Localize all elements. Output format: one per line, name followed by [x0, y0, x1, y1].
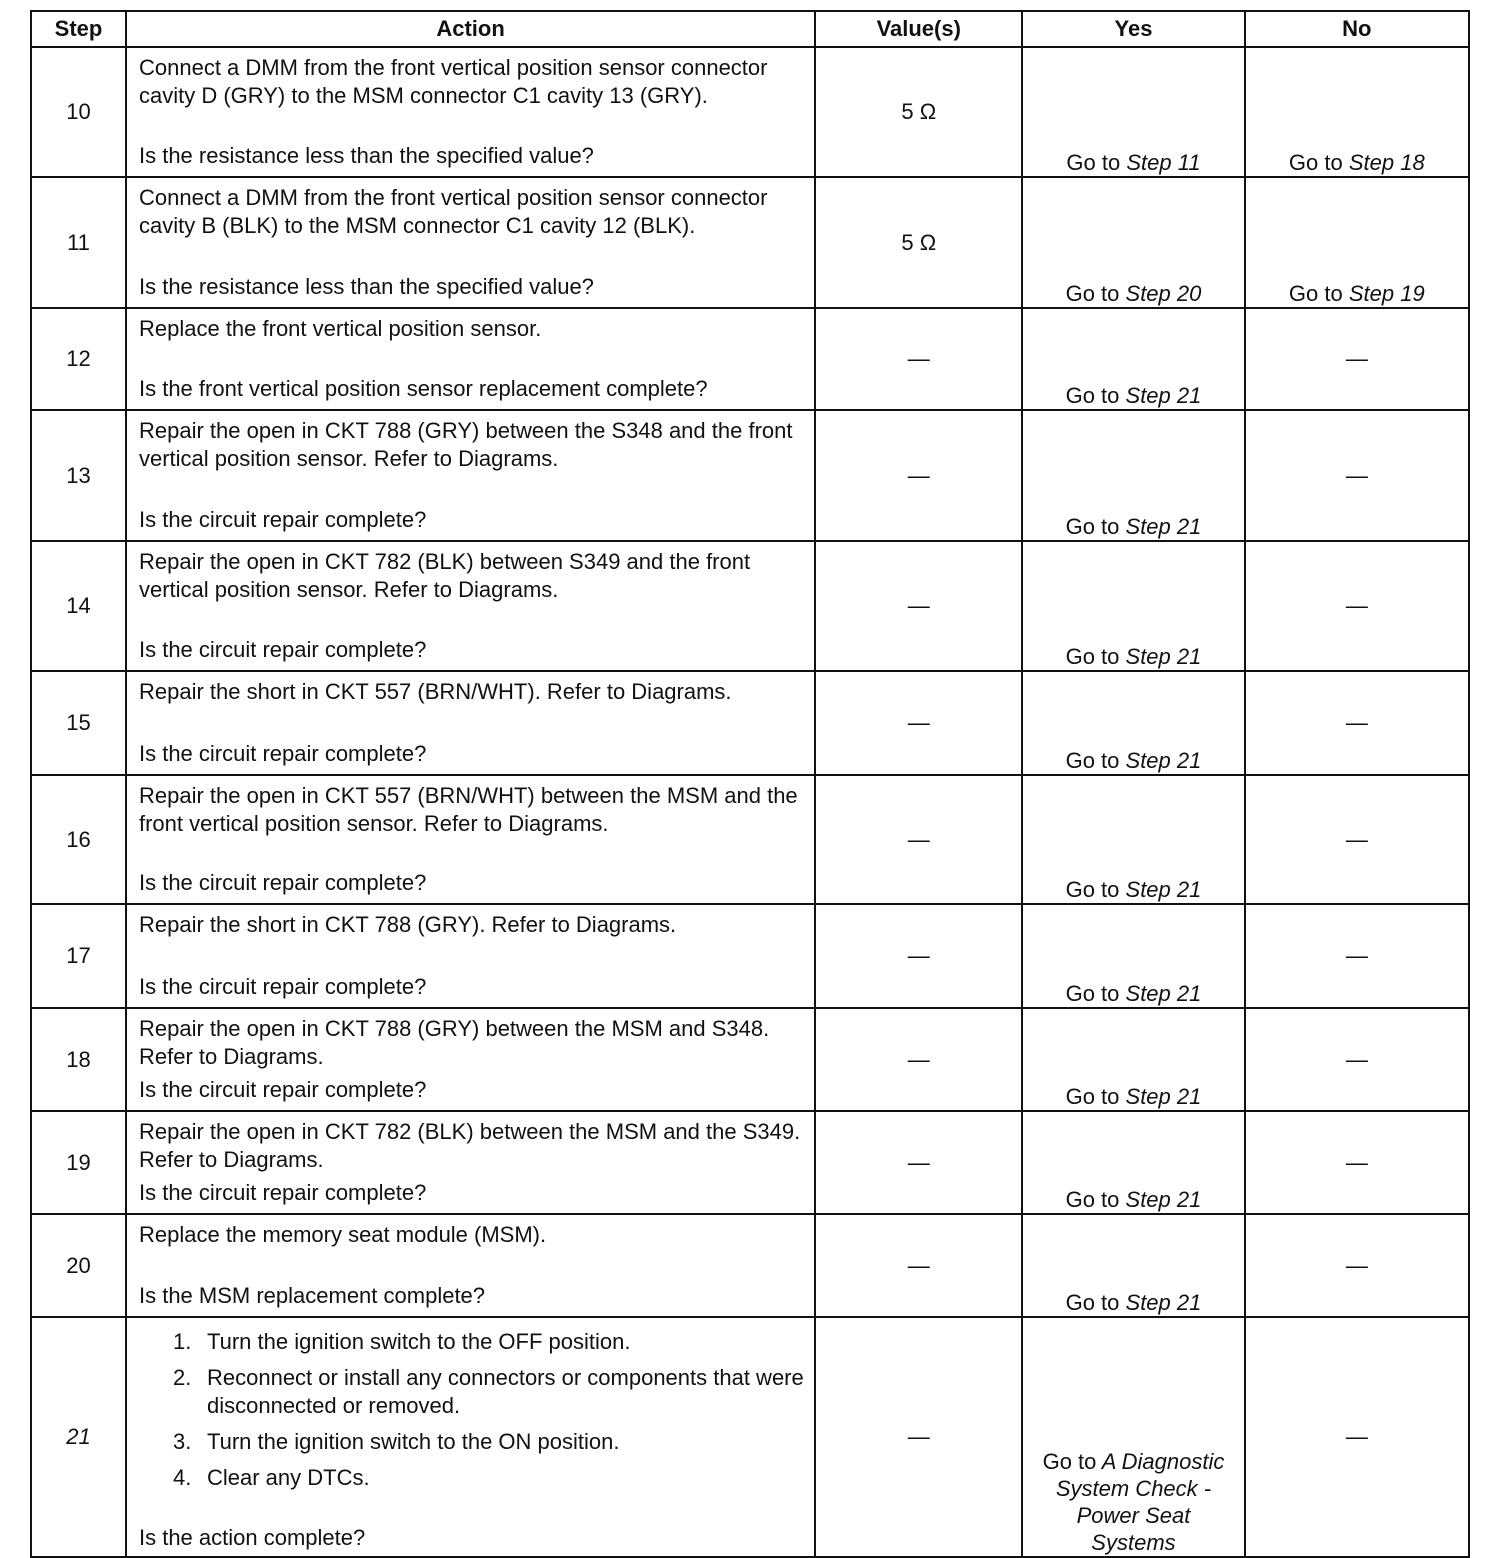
list-item [173, 1364, 804, 1420]
step-word: Step [1348, 150, 1395, 175]
step-number: 11 [31, 177, 126, 308]
header-values: Value(s) [815, 11, 1022, 47]
table-row [31, 1111, 1469, 1214]
action-text: Repair the short in CKT 557 (BRN/WHT). Refer to Diagrams. [138, 679, 732, 704]
yes-cell [1022, 1317, 1244, 1557]
action-wrap [127, 1009, 814, 1108]
no-cell: — [1245, 410, 1469, 541]
no-step-link[interactable] [1349, 150, 1425, 175]
diagnostic-table [30, 10, 1470, 1558]
yes-step-link[interactable] [1126, 644, 1202, 669]
step-word: Step [1125, 514, 1171, 539]
list-number: 3. [172, 1429, 192, 1454]
yes-step-link[interactable] [1126, 1187, 1202, 1212]
step-number: 18 [31, 1008, 126, 1111]
table-row [31, 47, 1469, 177]
value-cell: — [815, 1111, 1022, 1214]
yes-cell [1022, 541, 1244, 671]
yes-step-number: 20 [1176, 281, 1202, 306]
action-text: Repair the open in CKT 788 (GRY) between the MSM and S348. Refer to Diagrams. [138, 1016, 770, 1069]
step-number: 15 [31, 671, 126, 775]
list-item [173, 1328, 804, 1356]
table-row [31, 1008, 1469, 1111]
step-number: 19 [31, 1111, 126, 1214]
table-row [31, 177, 1469, 308]
action-cell [126, 410, 815, 541]
value-cell: — [815, 904, 1022, 1008]
action-wrap [127, 178, 814, 305]
table-row-final [31, 1317, 1469, 1557]
header-row [31, 11, 1469, 47]
go-to-label: Go to [1065, 981, 1120, 1006]
action-wrap [127, 542, 814, 668]
yes-cell [1022, 775, 1244, 904]
action-cell [126, 47, 815, 177]
value-cell: 5 Ω [815, 47, 1022, 177]
action-text: Replace the front vertical position sensor. [138, 316, 542, 341]
go-to-label: Go to [1288, 281, 1343, 306]
yes-step-number: 21 [1176, 383, 1202, 408]
table-row [31, 410, 1469, 541]
value-cell: — [815, 1317, 1022, 1557]
action-cell [126, 904, 815, 1008]
no-cell [1245, 177, 1469, 308]
table-row [31, 904, 1469, 1008]
action-wrap [127, 672, 814, 772]
step-word: Step [1125, 1187, 1171, 1212]
go-to-label: Go to [1065, 1290, 1120, 1315]
yes-cell [1022, 1008, 1244, 1111]
yes-cell [1022, 410, 1244, 541]
yes-step-number: 21 [1176, 1290, 1202, 1315]
table-row [31, 308, 1469, 410]
action-cell [126, 671, 815, 775]
yes-step-link[interactable] [1126, 877, 1202, 902]
value-cell: — [815, 671, 1022, 775]
header-no: No [1245, 11, 1469, 47]
action-cell [126, 541, 815, 671]
step-word: Step [1348, 281, 1395, 306]
action-wrap [127, 411, 814, 538]
list-number: 4. [172, 1465, 192, 1490]
action-question: Is the circuit repair complete? [138, 1180, 427, 1205]
yes-step-number: 21 [1176, 514, 1202, 539]
yes-step-link[interactable] [1126, 514, 1202, 539]
action-wrap [127, 1112, 814, 1211]
action-text: Repair the short in CKT 788 (GRY). Refer to Diagrams. [138, 912, 677, 937]
action-cell [126, 308, 815, 410]
step-word: Step [1125, 281, 1171, 306]
yes-step-link[interactable] [1126, 150, 1200, 175]
yes-step-number: 21 [1176, 644, 1202, 669]
no-cell: — [1245, 1008, 1469, 1111]
action-text: Connect a DMM from the front vertical position sensor connector cavity D (GRY) to the MSM connector C1 cavity 13 (GRY). [138, 55, 768, 108]
table-row [31, 1214, 1469, 1317]
go-to-label: Go to [1065, 748, 1120, 773]
step-word: Step [1125, 1084, 1171, 1109]
value-cell: — [815, 775, 1022, 904]
yes-step-number: 21 [1176, 748, 1202, 773]
list-item [173, 1428, 804, 1456]
action-question: Is the circuit repair complete? [138, 974, 427, 999]
step-number: 14 [31, 541, 126, 671]
step-number: 10 [31, 47, 126, 177]
list-number: 2. [172, 1365, 192, 1390]
yes-cell [1022, 177, 1244, 308]
step-number: 20 [31, 1214, 126, 1317]
yes-step-link[interactable] [1126, 1084, 1202, 1109]
action-wrap [127, 309, 814, 407]
no-cell: — [1245, 671, 1469, 775]
yes-cell [1022, 47, 1244, 177]
action-question: Is the circuit repair complete? [138, 870, 427, 895]
step-word: Step [1125, 644, 1171, 669]
no-cell: — [1245, 904, 1469, 1008]
action-wrap [127, 776, 814, 901]
step-word: Step [1126, 150, 1172, 175]
list-text: Clear any DTCs. [206, 1465, 370, 1490]
header-yes: Yes [1022, 11, 1244, 47]
action-question: Is the circuit repair complete? [138, 507, 427, 532]
action-text: Repair the open in CKT 782 (BLK) between the MSM and the S349. Refer to Diagrams. [138, 1119, 801, 1172]
yes-cell [1022, 904, 1244, 1008]
header-step: Step [31, 11, 126, 47]
yes-step-number: 11 [1177, 150, 1201, 175]
no-cell [1245, 47, 1469, 177]
action-question: Is the action complete? [138, 1525, 366, 1550]
action-question: Is the circuit repair complete? [138, 637, 427, 662]
no-step-number: 18 [1400, 150, 1425, 175]
value-cell: — [815, 1214, 1022, 1317]
header-action: Action [126, 11, 815, 47]
go-to-label: Go to [1065, 644, 1120, 669]
action-text: Connect a DMM from the front vertical position sensor connector cavity B (BLK) to the MSM connector C1 cavity 12 (BLK). [138, 185, 768, 238]
no-cell: — [1245, 541, 1469, 671]
action-cell [126, 1214, 815, 1317]
action-cell [126, 775, 815, 904]
table-row [31, 671, 1469, 775]
step-word: Step [1125, 383, 1171, 408]
list-item [173, 1464, 804, 1492]
no-cell: — [1245, 1317, 1469, 1557]
step-number: 17 [31, 904, 126, 1008]
no-step-number: 19 [1400, 281, 1425, 306]
yes-cell [1022, 1214, 1244, 1317]
action-text: Repair the open in CKT 557 (BRN/WHT) between the MSM and the front vertical position sensor. Refer to Diagrams. [138, 783, 798, 836]
yes-step-number: 21 [1176, 1187, 1202, 1212]
yes-step-link[interactable] [1126, 383, 1202, 408]
action-question: Is the circuit repair complete? [138, 1077, 427, 1102]
no-cell: — [1245, 1111, 1469, 1214]
yes-cell [1022, 308, 1244, 410]
step-number: 16 [31, 775, 126, 904]
action-text: Repair the open in CKT 782 (BLK) between S349 and the front vertical position sensor. Refer to Diagrams. [138, 549, 751, 602]
yes-step-link[interactable] [1126, 1290, 1202, 1315]
yes-step-link[interactable] [1126, 748, 1202, 773]
go-to-label: Go to [1065, 1187, 1120, 1212]
action-cell [126, 177, 815, 308]
no-cell: — [1245, 1214, 1469, 1317]
value-cell: 5 Ω [815, 177, 1022, 308]
no-cell: — [1245, 308, 1469, 410]
step-word: Step [1125, 1290, 1171, 1315]
value-cell: — [815, 308, 1022, 410]
step-number: 12 [31, 308, 126, 410]
action-wrap [127, 48, 814, 174]
step-word: Step [1125, 877, 1171, 902]
table-row [31, 775, 1469, 904]
yes-cell [1022, 1111, 1244, 1214]
no-step-link[interactable] [1349, 281, 1425, 306]
no-cell: — [1245, 775, 1469, 904]
go-to-label: Go to [1065, 383, 1120, 408]
step-word: Step [1125, 981, 1171, 1006]
value-cell: — [815, 410, 1022, 541]
action-question: Is the MSM replacement complete? [138, 1283, 486, 1308]
yes-block [1038, 1448, 1228, 1556]
list-text: Turn the ignition switch to the OFF position. [206, 1329, 631, 1354]
list-text: Reconnect or install any connectors or components that were disconnected or removed. [206, 1365, 804, 1418]
go-to-label: Go to [1288, 150, 1343, 175]
list-text: Turn the ignition switch to the ON position. [206, 1429, 620, 1454]
action-question: Is the resistance less than the specified value? [138, 274, 594, 299]
action-question: Is the circuit repair complete? [138, 741, 427, 766]
action-question: Is the front vertical position sensor replacement complete? [138, 376, 708, 401]
step-number: 13 [31, 410, 126, 541]
go-to-label: Go to [1065, 281, 1120, 306]
yes-step-number: 21 [1176, 877, 1202, 902]
list-number: 1. [172, 1329, 192, 1354]
step-number: 21 [31, 1317, 126, 1557]
value-cell: — [815, 541, 1022, 671]
go-to-label: Go to [1066, 150, 1121, 175]
action-wrap [127, 1215, 814, 1314]
go-to-label: Go to [1065, 514, 1120, 539]
diagnostic-system-check-link[interactable]: A Diagnostic System Check - Power Seat Systems [1055, 1449, 1225, 1555]
action-wrap [127, 1318, 814, 1556]
yes-step-link[interactable] [1126, 281, 1202, 306]
action-cell [126, 1111, 815, 1214]
action-cell [126, 1317, 815, 1557]
go-to-label: Go to [1065, 1084, 1120, 1109]
action-text: Replace the memory seat module (MSM). [138, 1222, 547, 1247]
yes-step-link[interactable] [1126, 981, 1202, 1006]
yes-step-number: 21 [1176, 1084, 1202, 1109]
go-to-label: Go to [1042, 1449, 1097, 1474]
table-row [31, 541, 1469, 671]
value-cell: — [815, 1008, 1022, 1111]
yes-cell [1022, 671, 1244, 775]
yes-step-number: 21 [1176, 981, 1202, 1006]
action-text: Repair the open in CKT 788 (GRY) between the S348 and the front vertical position sensor. Refer to Diagrams. [138, 418, 793, 471]
step-word: Step [1125, 748, 1171, 773]
action-question: Is the resistance less than the specified value? [138, 143, 594, 168]
action-cell [126, 1008, 815, 1111]
action-list [139, 1324, 804, 1492]
action-wrap [127, 905, 814, 1005]
go-to-label: Go to [1065, 877, 1120, 902]
